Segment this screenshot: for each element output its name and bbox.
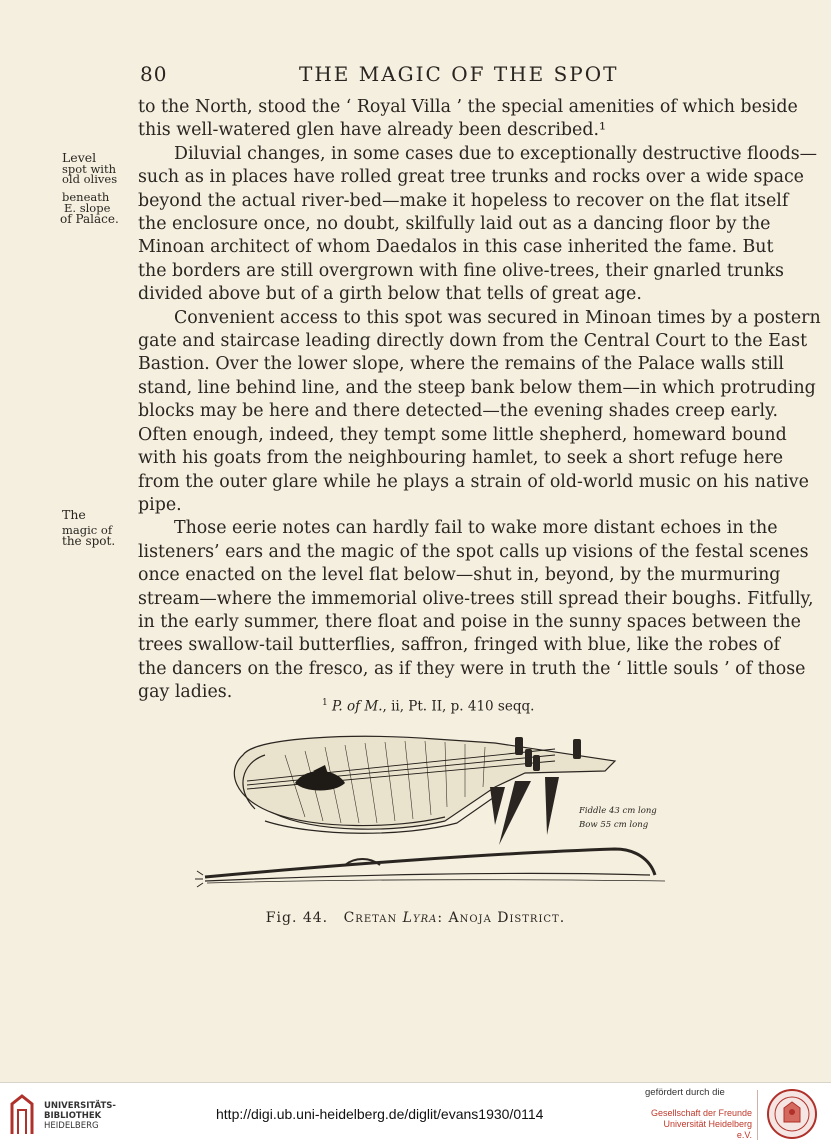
caption-title-word: Cretan — [343, 910, 398, 926]
caption-figure-number: Fig. 44. — [265, 910, 329, 926]
bow-end-left — [195, 871, 203, 887]
figure-caption — [0, 910, 831, 926]
paragraph-1: to the North, stood the ‘ Royal Villa ’ the special amenities of which beside this well-watered glen have already been described.¹ — [138, 97, 798, 141]
footnote-ref-title: P. of M. — [332, 698, 383, 715]
sponsor-prefix: gefördert durch die — [645, 1087, 725, 1098]
figure-annotation-bow: Bow 55 cm long — [579, 820, 649, 830]
side-note-level-spot: Level spot with old olives beneath E. slope of Palace. — [60, 150, 119, 226]
body-text — [138, 96, 821, 705]
university-seal-icon[interactable] — [766, 1088, 818, 1140]
lyra-bow — [205, 849, 665, 883]
caption-title-italic: Lyra — [402, 910, 438, 926]
figure-annotation-fiddle: Fiddle 43 cm long — [579, 806, 657, 816]
lyra-illustration — [195, 725, 685, 905]
footnote-ref-rest: , ii, Pt. II, p. 410 seqq. — [382, 698, 535, 715]
side-note-magic-spot: The magic of the spot. — [62, 507, 116, 548]
page-header — [0, 62, 831, 92]
page-number: 80 — [140, 62, 168, 86]
footnote — [322, 698, 534, 715]
library-logo-icon[interactable] — [8, 1094, 38, 1138]
paragraph-4: Those eerie notes can hardly fail to wake more distant echoes in the listeners’ ears and the magic of the spot calls up visions of the festal scenes once enacted on the level flat below—shut in, beyond, by the murmuring stream—where the immemorial olive-trees still spread their boughs. Fitfully, in the early summer, there float and poise in the sunny spaces between the trees swallow-tail butterflies, saffron, fringed with blue, like the robes of the dancers on the fresco, as if they were in truth the ‘ little souls ’ of those gay ladies. — [138, 518, 814, 703]
paragraph-3: Convenient access to this spot was secured in Minoan times by a postern gate and staircase leading directly down from the Central Court to the East Bastion. Over the lower slope, where the remains of the Palace walls still stand, line behind line, and the steep bank below them—in which protruding blocks may be here and there detected—the evening shades creep early. Often enough, indeed, they tempt some little shepherd, homeward bound with his goats from the neighbouring hamlet, to seek a short refuge here from the outer glare while he plays a strain of old-world music on his native pipe. — [138, 307, 821, 515]
lyra-legs — [490, 777, 559, 845]
library-name[interactable]: UNIVERSITÄTS- BIBLIOTHEK HEIDELBERG — [44, 1101, 116, 1131]
paragraph-2: Diluvial changes, in some cases due to exceptionally destructive floods— such as in places have rolled great tree trunks and rocks over a wide space beyond the actual river-bed—make it hopeless to recover on the flat itself the enclosure once, no doubt, skilfully laid out as a dancing floor by the Minoan architect of whom Daedalos in this case inherited the fame. But the borders are still overgrown with fine olive-trees, their gnarled trunks divided above but of a girth below that tells of great age. — [138, 143, 818, 305]
sponsor-name[interactable]: Gesellschaft der Freunde Universität Heidelberg e.V. — [650, 1108, 752, 1140]
running-title: THE MAGIC OF THE SPOT — [299, 62, 619, 86]
caption-location: : Anoja District. — [437, 910, 566, 926]
permalink-url[interactable]: http://digi.ub.uni-heidelberg.de/diglit/evans1930/0114 — [216, 1106, 544, 1122]
footer-divider — [757, 1090, 758, 1140]
footnote-marker: 1 — [322, 698, 328, 708]
